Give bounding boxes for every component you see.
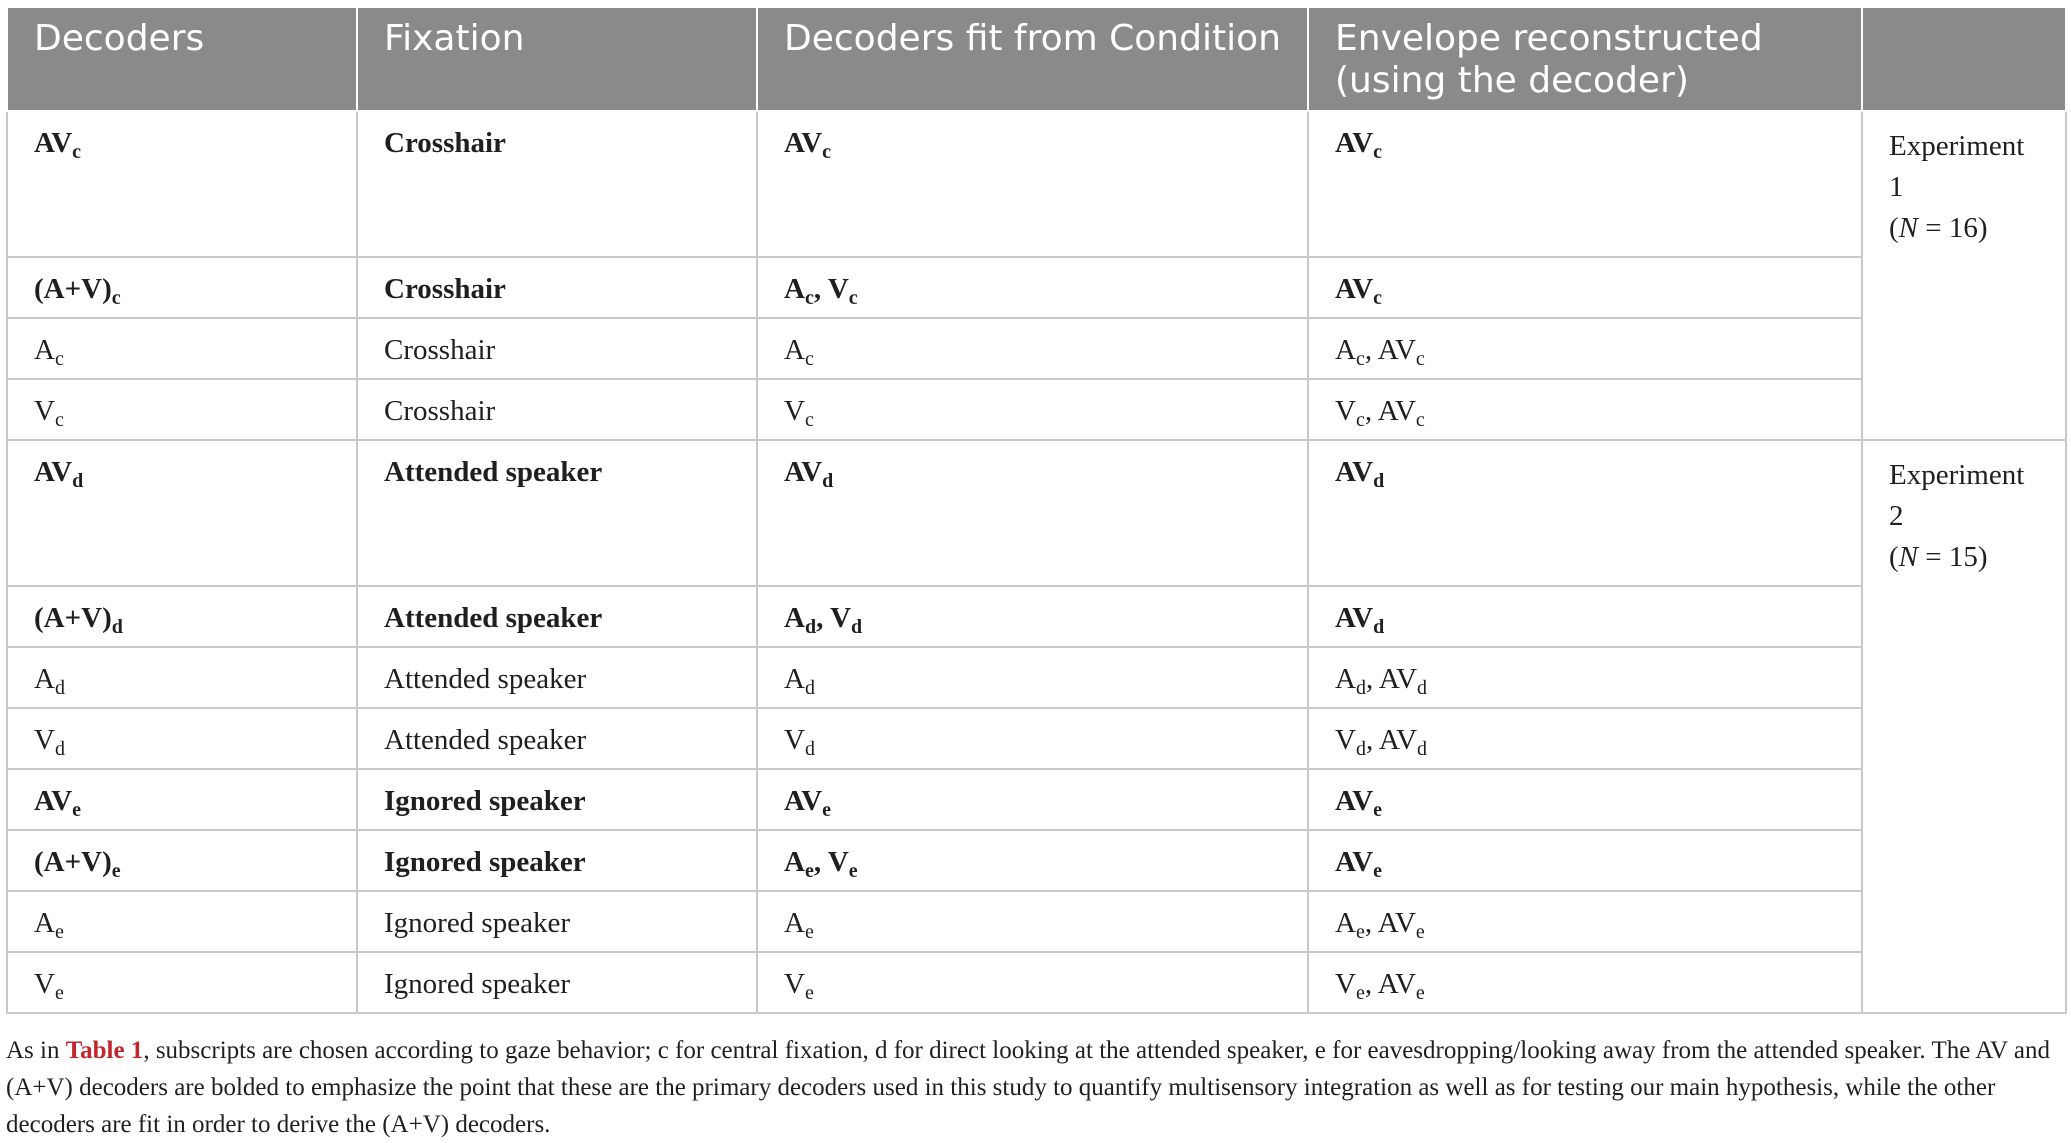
table-row (7, 708, 2066, 769)
cell-fixation: Crosshair (357, 318, 757, 379)
experiment-n-value: = 15) (1918, 541, 1988, 573)
cell-fixation: Ignored speaker (357, 891, 757, 952)
envelope-item-subscript: d (1417, 738, 1428, 760)
cell-fixation: Crosshair (357, 111, 757, 257)
experiment-n-var: N (1898, 212, 1919, 244)
envelope-item: $V_e$ (1335, 968, 1365, 1004)
experiment-label: Experiment (1889, 130, 2025, 162)
experiment-number: 2 (1889, 500, 1904, 532)
decoder-label: $V_c$ (34, 395, 64, 431)
fit-condition-item-subscript: e (804, 982, 814, 1004)
cell-fit-condition (757, 891, 1308, 952)
decoder-label-subscript: d (54, 677, 65, 699)
fit-condition-item: $V_d$ (830, 602, 863, 638)
table-1-link[interactable]: Table 1 (65, 1037, 144, 1064)
table-row (7, 586, 2066, 647)
cell-envelope (1308, 440, 1862, 586)
cell-fixation: Ignored speaker (357, 769, 757, 830)
header-decoders: Decoders (7, 7, 357, 111)
cell-decoder (7, 830, 357, 891)
envelope-item-subscript: e (1415, 921, 1425, 943)
fit-condition-item-subscript: e (848, 860, 858, 882)
envelope-item: $AV_c$ (1377, 334, 1425, 370)
table-row (7, 379, 2066, 440)
cell-envelope: $A_d$, $AV_d$ (1308, 647, 1862, 708)
cell-fit-condition (757, 647, 1308, 708)
cell-decoder (7, 952, 357, 1013)
cell-decoder (7, 769, 357, 830)
cell-fit-condition (757, 708, 1308, 769)
decoder-label-subscript: c (54, 348, 64, 370)
decoder-label-subscript: d (54, 738, 65, 760)
table-row (7, 647, 2066, 708)
fit-condition-item-subscript: e (804, 921, 814, 943)
table-row (7, 440, 2066, 586)
fit-condition-item: $V_d$ (784, 724, 815, 760)
envelope-item-subscript: d (1373, 470, 1385, 492)
cell-fit-condition: $A_c$, $V_c$ (757, 257, 1308, 318)
decoder-label-subscript: e (54, 921, 64, 943)
cell-experiment-2 (1862, 440, 2066, 1013)
envelope-item-subscript: c (1355, 409, 1365, 431)
table-footnote (6, 1032, 2068, 1143)
cell-fixation: Crosshair (357, 257, 757, 318)
fit-condition-item-subscript: c (848, 287, 858, 309)
envelope-item: $V_c$ (1335, 395, 1365, 431)
envelope-item: $AV_c$ (1377, 395, 1425, 431)
fit-condition-item-subscript: d (851, 616, 863, 638)
fit-condition-item: $AV_e$ (784, 785, 832, 821)
cell-fixation: Ignored speaker (357, 830, 757, 891)
fit-condition-item-subscript: c (804, 409, 814, 431)
decoder-label: $(A+V)_c$ (34, 273, 121, 309)
fit-condition-item-subscript: c (804, 348, 814, 370)
decoder-label: $A_e$ (34, 907, 64, 943)
decoder-label-subscript: c (111, 287, 121, 309)
envelope-item-subscript: e (1373, 799, 1383, 821)
envelope-item: $AV_c$ (1335, 273, 1383, 309)
decoder-label: $V_e$ (34, 968, 64, 1004)
cell-fixation: Attended speaker (357, 440, 757, 586)
table-row (7, 111, 2066, 257)
envelope-item: $A_c$ (1335, 334, 1365, 370)
fit-condition-item: $A_e$ (784, 846, 814, 882)
decoder-label-subscript: c (54, 409, 64, 431)
cell-fixation: Crosshair (357, 379, 757, 440)
header-envelope: Envelope reconstructed (using the decoder) (1308, 7, 1862, 111)
fit-condition-item: $A_d$ (784, 602, 817, 638)
fit-condition-item-subscript: d (804, 677, 815, 699)
header-fixation: Fixation (357, 7, 757, 111)
cell-fit-condition (757, 440, 1308, 586)
fit-condition-item: $A_c$ (784, 334, 814, 370)
fit-condition-item: $A_c$ (784, 273, 814, 309)
experiment-n-var: N (1898, 541, 1919, 573)
fit-condition-item-subscript: c (804, 287, 814, 309)
decoder-label-subscript: d (111, 616, 123, 638)
envelope-item: $AV_d$ (1335, 456, 1385, 492)
experiment-n-value: = 16) (1918, 212, 1988, 244)
envelope-item: $AV_c$ (1335, 127, 1383, 163)
header-experiment (1862, 7, 2066, 111)
envelope-item-subscript: d (1355, 677, 1366, 699)
decoder-label: $A_d$ (34, 663, 65, 699)
fit-condition-item: $AV_c$ (784, 127, 832, 163)
table-row (7, 769, 2066, 830)
cell-experiment-1 (1862, 111, 2066, 440)
experiment-n-open: ( (1889, 212, 1899, 244)
fit-condition-item: $V_e$ (827, 846, 858, 882)
cell-envelope (1308, 586, 1862, 647)
decoder-label-subscript: e (54, 982, 64, 1004)
footnote-text: , subscripts are chosen according to gaze behavior; c for central fixation, d for direct looking at the attended speaker, e for eavesdropping/looking away from the attended speaker. The AV and (A+V) decoders are bolded to emphasize the point that these are the primary decoders used in this study to quantify multisensory integration as well as for testing our main hypothesis, while the other decoders are fit in order to derive the (A+V) decoders. (6, 1037, 2050, 1138)
decoder-label-subscript: d (72, 470, 84, 492)
envelope-item-subscript: c (1415, 409, 1425, 431)
decoder-label-subscript: e (72, 799, 82, 821)
envelope-item-subscript: e (1415, 982, 1425, 1004)
envelope-item-subscript: d (1373, 616, 1385, 638)
cell-fixation: Attended speaker (357, 586, 757, 647)
envelope-item: $AV_e$ (1335, 785, 1383, 821)
envelope-item: $AV_e$ (1335, 846, 1383, 882)
fit-condition-item-subscript: d (804, 738, 815, 760)
envelope-item-subscript: d (1417, 677, 1428, 699)
experiment-n-open: ( (1889, 541, 1899, 573)
decoder-label: $(A+V)_e$ (34, 846, 121, 882)
cell-decoder (7, 647, 357, 708)
decoder-label: $AV_e$ (34, 785, 82, 821)
cell-decoder (7, 379, 357, 440)
decoder-label-subscript: c (72, 141, 82, 163)
cell-fit-condition (757, 769, 1308, 830)
cell-envelope: $V_e$, $AV_e$ (1308, 952, 1862, 1013)
cell-envelope (1308, 830, 1862, 891)
table-row (7, 891, 2066, 952)
envelope-item: $AV_d$ (1378, 724, 1428, 760)
envelope-item: $A_d$ (1335, 663, 1366, 699)
cell-fit-condition (757, 952, 1308, 1013)
experiment-n (1889, 537, 2039, 578)
table-row (7, 257, 2066, 318)
cell-fixation: Attended speaker (357, 708, 757, 769)
cell-decoder (7, 891, 357, 952)
fit-condition-item: $V_c$ (784, 395, 814, 431)
cell-envelope (1308, 111, 1862, 257)
cell-decoder (7, 586, 357, 647)
cell-envelope: $V_d$, $AV_d$ (1308, 708, 1862, 769)
experiment-label: Experiment (1889, 459, 2025, 491)
envelope-item: $AV_d$ (1335, 602, 1385, 638)
envelope-item: $AV_e$ (1377, 968, 1425, 1004)
envelope-item-subscript: c (1373, 287, 1383, 309)
cell-fit-condition: $A_e$, $V_e$ (757, 830, 1308, 891)
fit-condition-item-subscript: d (804, 616, 817, 638)
cell-fit-condition (757, 111, 1308, 257)
table-row (7, 952, 2066, 1013)
cell-decoder (7, 257, 357, 318)
decoder-label: $V_d$ (34, 724, 65, 760)
cell-decoder (7, 708, 357, 769)
fit-condition-item-subscript: e (822, 799, 832, 821)
envelope-item: $AV_d$ (1378, 663, 1428, 699)
cell-fit-condition (757, 379, 1308, 440)
footnote-text-pre: As in (6, 1037, 66, 1064)
envelope-item: $V_d$ (1335, 724, 1366, 760)
fit-condition-item-subscript: e (804, 860, 814, 882)
fit-condition-item: $V_c$ (827, 273, 858, 309)
cell-envelope: $V_c$, $AV_c$ (1308, 379, 1862, 440)
decoders-table (6, 6, 2067, 1014)
cell-fit-condition (757, 318, 1308, 379)
envelope-item-subscript: e (1355, 982, 1365, 1004)
header-decoders-fit: Decoders fit from Condition (757, 7, 1308, 111)
table-row (7, 318, 2066, 379)
envelope-item: $A_e$ (1335, 907, 1365, 943)
decoder-label-subscript: e (111, 860, 121, 882)
fit-condition-item-subscript: d (822, 470, 834, 492)
cell-envelope (1308, 257, 1862, 318)
experiment-n (1889, 208, 2039, 249)
decoder-label: $AV_c$ (34, 127, 82, 163)
cell-envelope (1308, 769, 1862, 830)
decoder-label: $(A+V)_d$ (34, 602, 123, 638)
cell-decoder (7, 440, 357, 586)
experiment-number: 1 (1889, 171, 1904, 203)
fit-condition-item-subscript: c (822, 141, 832, 163)
header-row (7, 7, 2066, 111)
cell-decoder (7, 318, 357, 379)
cell-fit-condition: $A_d$, $V_d$ (757, 586, 1308, 647)
cell-decoder (7, 111, 357, 257)
cell-fixation: Attended speaker (357, 647, 757, 708)
fit-condition-item: $AV_d$ (784, 456, 834, 492)
decoder-label: $AV_d$ (34, 456, 84, 492)
envelope-item: $AV_e$ (1377, 907, 1425, 943)
envelope-item-subscript: c (1355, 348, 1365, 370)
table-body (7, 111, 2066, 1013)
table-row (7, 830, 2066, 891)
fit-condition-item: $A_e$ (784, 907, 814, 943)
envelope-item-subscript: c (1415, 348, 1425, 370)
cell-envelope: $A_c$, $AV_c$ (1308, 318, 1862, 379)
envelope-item-subscript: e (1373, 860, 1383, 882)
envelope-item-subscript: c (1373, 141, 1383, 163)
fit-condition-item: $A_d$ (784, 663, 815, 699)
fit-condition-item: $V_e$ (784, 968, 814, 1004)
cell-envelope: $A_e$, $AV_e$ (1308, 891, 1862, 952)
envelope-item-subscript: e (1355, 921, 1365, 943)
cell-fixation: Ignored speaker (357, 952, 757, 1013)
decoder-label: $A_c$ (34, 334, 64, 370)
envelope-item-subscript: d (1355, 738, 1366, 760)
